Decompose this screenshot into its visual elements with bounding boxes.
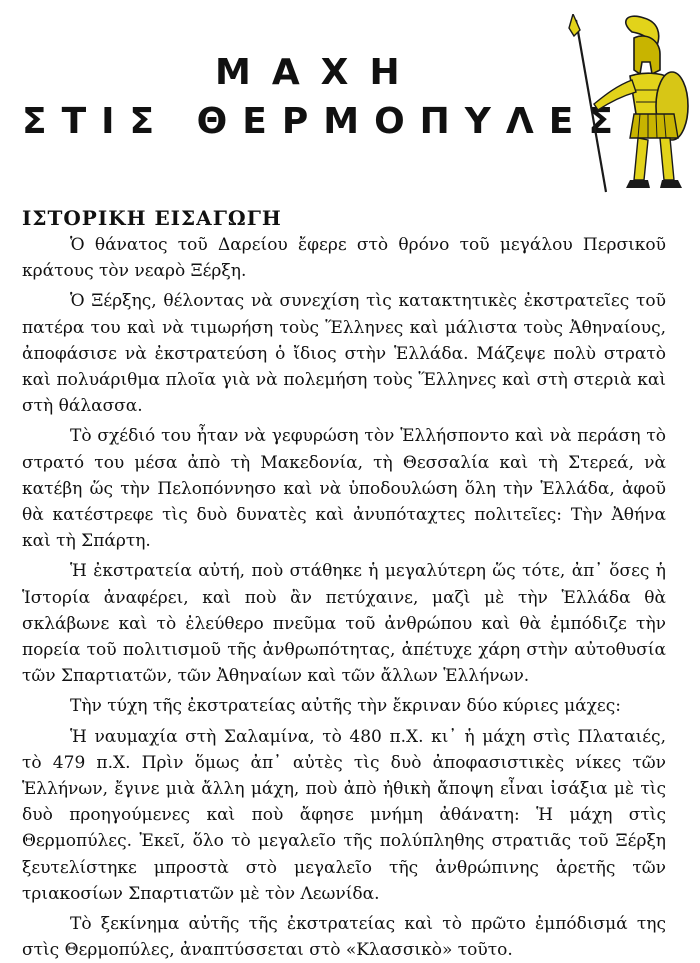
- spartan-warrior-icon: [560, 14, 690, 196]
- paragraph-4: Ἡ ἐκστρατεία αὐτή, ποὺ στάθηκε ἡ μεγαλύτερη ὥς τότε, ἀπ᾽ ὅσες ἡ Ἱστορία ἀναφέρει, καὶ ποὺ ἂν πετύχαινε, μαζὶ μὲ τὴν Ἑλλάδα θὰ σκλάβωνε καὶ τὸ ἐλεύθερο πνεῦμα τοῦ ἀνθρώπου καὶ θὰ ἐμπόδιζε τὴν πορεία τοῦ πολιτισμοῦ τῆς ἀνθρωπότητας, ἀπέτυχε χάρη στὴν αὐτοθυσία τῶν Σπαρτιατῶν, τῶν Ἀθηναίων καὶ τῶν ἄλλων Ἑλλήνων.: [22, 561, 666, 687]
- paragraph-1: Ὁ θάνατος τοῦ Δαρείου ἔφερε στὸ θρόνο τοῦ μεγάλου Περσικοῦ κράτους τὸν νεαρὸ Ξέρξη.: [22, 235, 666, 282]
- paragraph-7: Τὸ ξεκίνημα αὐτῆς τῆς ἐκστρατείας καὶ τὸ πρῶτο ἐμπόδισμά της στὶς Θερμοπύλες, ἀναπτύσσεται στὸ «Κλασσικὸ» τοῦτο.: [22, 914, 666, 961]
- title-line-1: ΜΑΧΗ: [215, 52, 421, 93]
- body-text: [22, 232, 666, 963]
- paragraph-6: Ἡ ναυμαχία στὴ Σαλαμίνα, τὸ 480 π.Χ. κι᾽ ἡ μάχη στὶς Πλαταιές, τὸ 479 π.Χ. Πρὶν ὅμως ἀπ᾽ αὐτὲς τὶς δυὸ ἀποφασιστικὲς νίκες τῶν Ἑλλήνων, ἔγινε μιὰ ἄλλη μάχη, ποὺ ἀπὸ ἠθικὴ ἄποψη εἶναι ἰσάξια μὲ τὶς δυὸ προηγούμενες καὶ ποὺ ἄφησε μνήμη ἀθάνατη: Ἡ μάχη στὶς Θερμοπύλες. Ἐκεῖ, ὅλο τὸ μεγαλεῖο τῆς πολύπληθης στρατιᾶς τοῦ Ξέρξη ξευτελίστηκε μπροστὰ στὸ μεγαλεῖο τῆς ἀνθρώπινης ἀρετῆς τῶν τριακοσίων Σπαρτιατῶν μὲ τὸν Λεωνίδα.: [22, 726, 666, 904]
- title-line-2: ΣΤΙΣ ΘΕΡΜΟΠΥΛΕΣ: [22, 101, 628, 142]
- paragraph-2: Ὁ Ξέρξης, θέλοντας νὰ συνεχίση τὶς κατακτητικὲς ἐκστρατεῖες τοῦ πατέρα του καὶ νὰ τιμωρήση τοὺς Ἕλληνες καὶ μάλιστα τοὺς Ἀθηναίους, ἀποφάσισε νὰ ἐκστρατεύση ὁ ἴδιος στὴν Ἑλλάδα. Μάζεψε πολὺ στρατὸ καὶ πολυάριθμα πλοῖα γιὰ νὰ πολεμήση τοὺς Ἕλληνες καὶ στὴ στεριὰ καὶ στὴ θάλασσα.: [22, 291, 666, 417]
- paragraph-5: Τὴν τύχη τῆς ἐκστρατείας αὐτῆς τὴν ἔκριναν δύο κύριες μάχες:: [70, 696, 621, 717]
- section-heading: ΙΣΤΟΡΙΚΗ ΕΙΣΑΓΩΓΗ: [22, 206, 282, 230]
- paragraph-3: Τὸ σχέδιό του ἦταν νὰ γεφυρώση τὸν Ἑλλήσποντο καὶ νὰ περάση τὸ στρατό του μέσα ἀπὸ τὴ Μακεδονία, τὴ Θεσσαλία καὶ τὴ Στερεά, νὰ κατέβη ὥς τὴν Πελοπόννησο καὶ νὰ ὑποδουλώση ὅλη τὴν Ἑλλάδα, ἀφοῦ θὰ κατέστρεφε τὶς δυὸ δυνατὲς καὶ ἀνυπόταχτες πολιτεῖες: Τὴν Ἀθήνα καὶ τὴ Σπάρτη.: [22, 426, 666, 552]
